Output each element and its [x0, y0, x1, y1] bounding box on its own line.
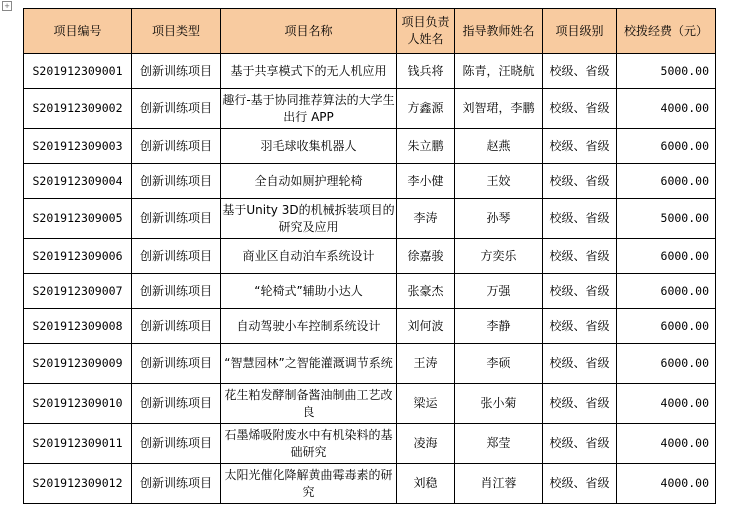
cell-leader[interactable]: 刘稳: [397, 464, 455, 504]
cell-code[interactable]: S201912309008: [24, 309, 132, 344]
cell-level[interactable]: 校级、省级: [543, 54, 617, 89]
cell-leader[interactable]: 凌海: [397, 424, 455, 464]
header-leader: 项目负责人姓名: [397, 9, 455, 54]
cell-type[interactable]: 创新训练项目: [132, 309, 221, 344]
cell-leader[interactable]: 王涛: [397, 344, 455, 384]
cell-name[interactable]: 趣行-基于协同推荐算法的大学生出行 APP: [221, 89, 397, 129]
cell-advisor[interactable]: 李硕: [455, 344, 543, 384]
cell-level[interactable]: 校级、省级: [543, 129, 617, 164]
cell-advisor[interactable]: 郑莹: [455, 424, 543, 464]
table-row: [24, 344, 716, 384]
table-move-handle-icon[interactable]: +: [2, 1, 12, 11]
cell-advisor[interactable]: 张小菊: [455, 384, 543, 424]
header-advisor: 指导教师姓名: [455, 9, 543, 54]
cell-advisor[interactable]: 刘智珺，李鹏: [455, 89, 543, 129]
header-row: [24, 9, 716, 54]
cell-name[interactable]: 羽毛球收集机器人: [221, 129, 397, 164]
cell-leader[interactable]: 刘何波: [397, 309, 455, 344]
cell-fund[interactable]: 4000.00: [617, 89, 716, 129]
project-table: [23, 8, 716, 504]
cell-level[interactable]: 校级、省级: [543, 274, 617, 309]
cell-fund[interactable]: 6000.00: [617, 164, 716, 199]
table-row: [24, 54, 716, 89]
cell-type[interactable]: 创新训练项目: [132, 89, 221, 129]
table-row: [24, 464, 716, 504]
cell-name[interactable]: 全自动如厕护理轮椅: [221, 164, 397, 199]
table-row: [24, 239, 716, 274]
cell-fund[interactable]: 6000.00: [617, 274, 716, 309]
cell-level[interactable]: 校级、省级: [543, 164, 617, 199]
cell-type[interactable]: 创新训练项目: [132, 54, 221, 89]
cell-advisor[interactable]: 赵燕: [455, 129, 543, 164]
cell-type[interactable]: 创新训练项目: [132, 384, 221, 424]
table-row: [24, 384, 716, 424]
table-row: [24, 309, 716, 344]
cell-type[interactable]: 创新训练项目: [132, 344, 221, 384]
cell-advisor[interactable]: 王姣: [455, 164, 543, 199]
cell-name[interactable]: 基于共享模式下的无人机应用: [221, 54, 397, 89]
cell-code[interactable]: S201912309005: [24, 199, 132, 239]
cell-leader[interactable]: 张豪杰: [397, 274, 455, 309]
cell-fund[interactable]: 6000.00: [617, 344, 716, 384]
cell-level[interactable]: 校级、省级: [543, 309, 617, 344]
header-name: 项目名称: [221, 9, 397, 54]
cell-name[interactable]: “轮椅式”辅助小达人: [221, 274, 397, 309]
cell-type[interactable]: 创新训练项目: [132, 424, 221, 464]
cell-name[interactable]: 石墨烯吸附废水中有机染料的基础研究: [221, 424, 397, 464]
cell-fund[interactable]: 5000.00: [617, 199, 716, 239]
cell-code[interactable]: S201912309010: [24, 384, 132, 424]
cell-advisor[interactable]: 万强: [455, 274, 543, 309]
table-row: [24, 89, 716, 129]
cell-fund[interactable]: 5000.00: [617, 54, 716, 89]
cell-name[interactable]: 太阳光催化降解黄曲霉毒素的研究: [221, 464, 397, 504]
cell-code[interactable]: S201912309003: [24, 129, 132, 164]
table-row: [24, 424, 716, 464]
cell-type[interactable]: 创新训练项目: [132, 464, 221, 504]
cell-code[interactable]: S201912309001: [24, 54, 132, 89]
cell-fund[interactable]: 6000.00: [617, 239, 716, 274]
cell-fund[interactable]: 6000.00: [617, 309, 716, 344]
cell-advisor[interactable]: 陈青，汪晓航: [455, 54, 543, 89]
cell-type[interactable]: 创新训练项目: [132, 199, 221, 239]
cell-code[interactable]: S201912309012: [24, 464, 132, 504]
cell-code[interactable]: S201912309009: [24, 344, 132, 384]
cell-code[interactable]: S201912309007: [24, 274, 132, 309]
cell-advisor[interactable]: 肖江蓉: [455, 464, 543, 504]
cell-level[interactable]: 校级、省级: [543, 199, 617, 239]
table-row: [24, 129, 716, 164]
cell-name[interactable]: 自动驾驶小车控制系统设计: [221, 309, 397, 344]
cell-advisor[interactable]: 方奕乐: [455, 239, 543, 274]
table-row: [24, 164, 716, 199]
cell-level[interactable]: 校级、省级: [543, 344, 617, 384]
table-row: [24, 199, 716, 239]
cell-leader[interactable]: 梁运: [397, 384, 455, 424]
cell-fund[interactable]: 6000.00: [617, 129, 716, 164]
cell-advisor[interactable]: 李静: [455, 309, 543, 344]
cell-code[interactable]: S201912309004: [24, 164, 132, 199]
cell-leader[interactable]: 李小健: [397, 164, 455, 199]
cell-leader[interactable]: 钱兵将: [397, 54, 455, 89]
table-row: [24, 274, 716, 309]
cell-level[interactable]: 校级、省级: [543, 89, 617, 129]
cell-type[interactable]: 创新训练项目: [132, 274, 221, 309]
cell-level[interactable]: 校级、省级: [543, 239, 617, 274]
cell-fund[interactable]: 4000.00: [617, 464, 716, 504]
cell-name[interactable]: 商业区自动泊车系统设计: [221, 239, 397, 274]
cell-name[interactable]: 花生粕发酵制备酱油制曲工艺改良: [221, 384, 397, 424]
cell-fund[interactable]: 4000.00: [617, 424, 716, 464]
cell-name[interactable]: “智慧园林”之智能灌溉调节系统: [221, 344, 397, 384]
cell-code[interactable]: S201912309011: [24, 424, 132, 464]
header-type: 项目类型: [132, 9, 221, 54]
cell-level[interactable]: 校级、省级: [543, 464, 617, 504]
cell-name[interactable]: 基于Unity 3D的机械拆装项目的研究及应用: [221, 199, 397, 239]
cell-level[interactable]: 校级、省级: [543, 384, 617, 424]
cell-fund[interactable]: 4000.00: [617, 384, 716, 424]
cell-level[interactable]: 校级、省级: [543, 424, 617, 464]
cell-leader[interactable]: 徐嘉骏: [397, 239, 455, 274]
cell-code[interactable]: S201912309006: [24, 239, 132, 274]
cell-type[interactable]: 创新训练项目: [132, 129, 221, 164]
header-fund: 校拨经费（元）: [617, 9, 716, 54]
cell-leader[interactable]: 方鑫源: [397, 89, 455, 129]
cell-advisor[interactable]: 孙琴: [455, 199, 543, 239]
cell-type[interactable]: 创新训练项目: [132, 164, 221, 199]
cell-code[interactable]: S201912309002: [24, 89, 132, 129]
cell-type[interactable]: 创新训练项目: [132, 239, 221, 274]
cell-leader[interactable]: 李涛: [397, 199, 455, 239]
header-level: 项目级别: [543, 9, 617, 54]
cell-leader[interactable]: 朱立鹏: [397, 129, 455, 164]
header-code: 项目编号: [24, 9, 132, 54]
